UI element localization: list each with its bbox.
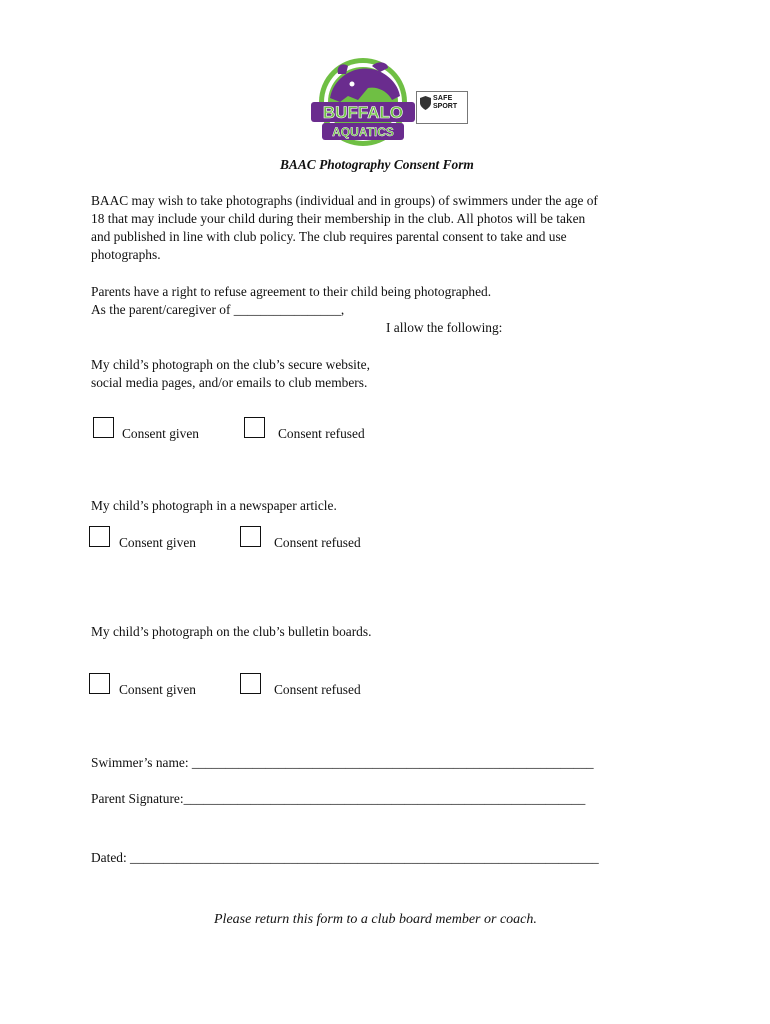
section3-consent-given-checkbox[interactable] bbox=[89, 673, 110, 694]
shield-icon bbox=[420, 96, 431, 110]
logo-text-aquatics: AQUATICS bbox=[332, 125, 394, 139]
closing-instruction: Please return this form to a club board member or coach. bbox=[214, 912, 537, 927]
section2-consent-refused-checkbox[interactable] bbox=[240, 526, 261, 547]
rights-text: Parents have a right to refuse agreement to their child being photographed. bbox=[91, 284, 492, 299]
dated-field[interactable]: Dated: ______________________________________________________________________ bbox=[91, 850, 599, 865]
section3-text: My child’s photograph on the club’s bulletin boards. bbox=[91, 624, 372, 639]
section1-line-1: My child’s photograph on the club’s secure website, bbox=[91, 357, 370, 372]
intro-line-2: 18 that may include your child during their membership in the club. All photos will be taken bbox=[91, 211, 586, 226]
intro-line-1: BAAC may wish to take photographs (individual and in groups) of swimmers under the age of bbox=[91, 193, 598, 208]
section1-line-2: social media pages, and/or emails to club members. bbox=[91, 375, 368, 390]
safe-sport-badge bbox=[416, 91, 468, 124]
buffalo-logo-icon bbox=[308, 56, 418, 148]
section2-text: My child’s photograph in a newspaper article. bbox=[91, 498, 337, 513]
intro-line-4: photographs. bbox=[91, 247, 161, 262]
intro-line-3: and published in line with club policy. The club requires parental consent to take and use bbox=[91, 229, 567, 244]
section3-consent-given-label: Consent given bbox=[119, 682, 196, 697]
swimmer-name-field[interactable]: Swimmer’s name: ____________________________________________________________ bbox=[91, 755, 594, 770]
form-title: BAAC Photography Consent Form bbox=[280, 157, 474, 172]
buffalo-aquatics-logo bbox=[308, 56, 470, 148]
section1-consent-refused-checkbox[interactable] bbox=[244, 417, 265, 438]
badge-safe-text: SAFE bbox=[433, 95, 453, 102]
section1-consent-refused-label: Consent refused bbox=[278, 426, 365, 441]
section2-consent-given-checkbox[interactable] bbox=[89, 526, 110, 547]
section2-consent-given-label: Consent given bbox=[119, 535, 196, 550]
section3-consent-refused-label: Consent refused bbox=[274, 682, 361, 697]
section3-consent-refused-checkbox[interactable] bbox=[240, 673, 261, 694]
section1-consent-given-label: Consent given bbox=[122, 426, 199, 441]
logo-text-buffalo: BUFFALO bbox=[322, 103, 404, 122]
section2-consent-refused-label: Consent refused bbox=[274, 535, 361, 550]
section1-consent-given-checkbox[interactable] bbox=[93, 417, 114, 438]
badge-sport-text: SPORT bbox=[433, 103, 458, 110]
parent-signature-field[interactable]: Parent Signature:____________________________________________________________ bbox=[91, 791, 586, 806]
parent-caregiver-line[interactable]: As the parent/caregiver of ________________, bbox=[91, 302, 345, 317]
allow-following-text: I allow the following: bbox=[386, 320, 503, 335]
